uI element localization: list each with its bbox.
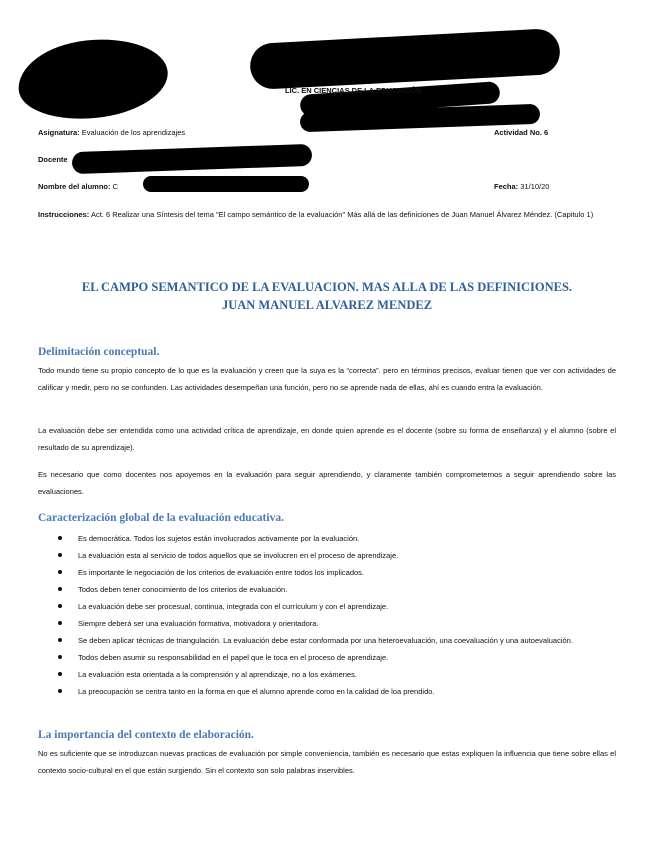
caracterizacion-list xyxy=(38,530,616,700)
bullet-icon xyxy=(58,655,62,659)
alumno-line xyxy=(38,182,118,191)
bullet-icon xyxy=(58,604,62,608)
bullet-icon xyxy=(58,587,62,591)
list-item: La evaluación debe ser procesual, continua, integrada con el currículum y con el aprendizaje. xyxy=(38,598,616,615)
title-line-2: JUAN MANUEL ALVAREZ MENDEZ xyxy=(221,298,433,312)
list-item: Se deben aplicar técnicas de triangulación. La evaluación debe estar conformada por una heteroevaluación, una coevaluación y una autoevaluación. xyxy=(38,632,616,649)
bullet-icon xyxy=(58,672,62,676)
instructions-label: Instrucciones: xyxy=(38,210,90,219)
title-line-1: EL CAMPO SEMANTICO DE LA EVALUACION. MAS ALLA DE LAS DEFINICIONES. xyxy=(81,280,573,294)
list-item: Es importante le negociación de los criterios de evaluación entre todos los implicados. xyxy=(38,564,616,581)
alumno-label: Nombre del alumno: xyxy=(38,182,111,191)
program-name: LIC. EN CIENCIAS DE LA EDUCACIÓN xyxy=(285,86,422,95)
instructions xyxy=(38,208,616,222)
bullet-icon xyxy=(58,553,62,557)
redacted-logo xyxy=(14,32,171,125)
document-title xyxy=(38,278,616,314)
redacted-student-name xyxy=(143,176,309,192)
fecha-label: Fecha: xyxy=(494,182,519,191)
list-item: La preocupación se centra tanto en la forma en que el alumno aprende como en la calidad de loa prendido. xyxy=(38,683,616,700)
paragraph-delimitacion-3: Es necesario que como docentes nos apoyemos en la evaluación para seguir aprendiendo, y claramente también comprometernos a seguir aprendiendo sobre las evaluaciones. xyxy=(38,470,616,496)
redacted-teacher-name xyxy=(72,144,313,174)
paragraph-delimitacion-2: La evaluación debe ser entendida como una actividad crítica de aprendizaje, en donde quien aprende es el docente (sobre su forma de enseñanza) y el alumno (sobre el resultado de su aprendizaje). xyxy=(38,426,616,452)
list-item: Todos deben tener conocimiento de los criterios de evaluación. xyxy=(38,581,616,598)
list-item: La evaluación esta al servicio de todos aquellos que se involucren en el proceso de aprendizaje. xyxy=(38,547,616,564)
list-item: Siempre deberá ser una evaluación formativa, motivadora y orientadora. xyxy=(38,615,616,632)
bullet-icon xyxy=(58,638,62,642)
instructions-text: Act. 6 Realizar una Síntesis del tema "El campo semántico de la evaluación" Más allá de las definiciones de Juan Manuel Álvarez Méndez. (Capitulo 1) xyxy=(90,210,594,219)
redacted-institution-name xyxy=(249,28,561,90)
heading-delimitacion: Delimitación conceptual. xyxy=(38,346,160,358)
asignatura-value: Evaluación de los aprendizajes xyxy=(81,128,186,137)
heading-contexto: La importancia del contexto de elaboración. xyxy=(38,729,254,741)
bullet-icon xyxy=(58,536,62,540)
alumno-value: C xyxy=(112,182,119,191)
fecha-value: 31/10/20 xyxy=(520,182,550,191)
bullet-icon xyxy=(58,621,62,625)
fecha-line xyxy=(494,182,549,191)
bullet-icon xyxy=(58,689,62,693)
asignatura-line xyxy=(38,128,185,137)
list-item: La evaluación esta orientada a la comprensión y al aprendizaje, no a los exámenes. xyxy=(38,666,616,683)
asignatura-label: Asignatura: xyxy=(38,128,80,137)
docente-line xyxy=(38,155,68,164)
list-item: Es democrática. Todos los sujetos están involucrados activamente por la evaluación. xyxy=(38,530,616,547)
bullet-icon xyxy=(58,570,62,574)
docente-label: Docente xyxy=(38,155,68,164)
heading-caracterizacion: Caracterización global de la evaluación educativa. xyxy=(38,512,284,524)
paragraph-delimitacion-1: Todo mundo tiene su propio concepto de lo que es la evaluación y creen que la suya es la “correcta”. pero en términos precisos, evaluar tienen que ver con actividades de calificar y medir, pero no se confunden. Las actividades desempeñan una función, pero no se aprende nada de ellas, ahí es cuando entra la evaluación. xyxy=(38,366,616,392)
actividad-number: Actividad No. 6 xyxy=(494,128,549,137)
list-item: Todos deben asumir su responsabilidad en el papel que le toca en el proceso de aprendizaje. xyxy=(38,649,616,666)
paragraph-contexto: No es suficiente que se introduzcan nuevas practicas de evaluación por simple conveniencia, también es necesario que estas expliquen la influencia que tiene sobre ellas el contexto socio-cultural en el que están surgiendo. Sin el contexto son solo palabras inservibles. xyxy=(38,749,616,775)
